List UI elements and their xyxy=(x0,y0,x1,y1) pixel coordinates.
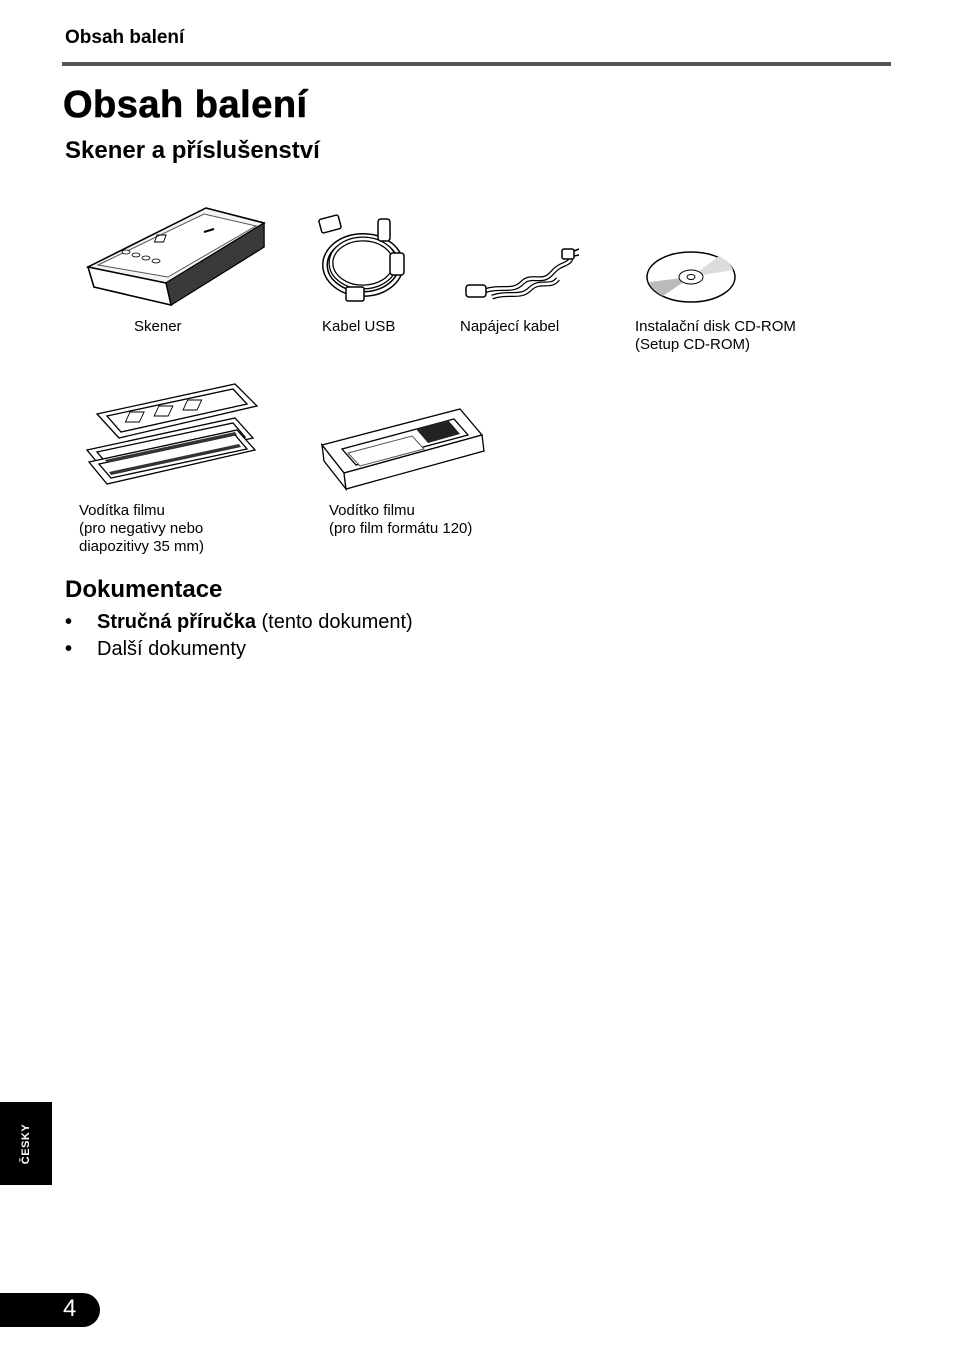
caption-film-guide-120-line2: (pro film formátu 120) xyxy=(329,520,473,537)
doc-item-text: (tento dokument) xyxy=(255,611,413,633)
page-number: 4 xyxy=(63,1295,77,1322)
film-guide-120-icon xyxy=(320,405,486,495)
page-number-tab xyxy=(0,1293,100,1327)
doc-item-text: Další dokumenty xyxy=(97,638,246,660)
doc-list-item xyxy=(65,611,413,634)
caption-scanner: Skener xyxy=(134,318,182,335)
page-title: Obsah balení xyxy=(63,84,308,126)
section-title-documentation: Dokumentace xyxy=(65,576,223,603)
cd-rom-icon xyxy=(645,250,737,304)
film-guide-35mm-icon xyxy=(85,380,265,494)
caption-film-guide-35mm-line1: Vodítka filmu xyxy=(79,502,165,519)
usb-cable-icon xyxy=(318,213,412,305)
scanner-icon xyxy=(86,205,268,309)
caption-film-guide-35mm-line3: diapozitivy 35 mm) xyxy=(79,538,205,555)
bullet-icon: • xyxy=(65,611,73,633)
caption-film-guide-35mm-line2: (pro negativy nebo xyxy=(79,520,204,537)
power-cable-icon xyxy=(462,245,580,303)
doc-item-bold: Stručná příručka xyxy=(97,611,256,633)
doc-list-item xyxy=(65,638,246,661)
caption-film-guide-120-line1: Vodítko filmu xyxy=(329,502,415,519)
header-rule xyxy=(62,62,891,66)
running-header: Obsah balení xyxy=(65,27,185,48)
caption-cd-rom-line2: (Setup CD-ROM) xyxy=(635,336,751,353)
caption-power-cable: Napájecí kabel xyxy=(460,318,560,335)
language-tab xyxy=(0,1102,52,1185)
language-label: ČESKY xyxy=(20,1123,32,1164)
bullet-icon: • xyxy=(65,638,73,660)
caption-usb-cable: Kabel USB xyxy=(322,318,396,335)
section-title-accessories: Skener a příslušenství xyxy=(65,137,320,164)
caption-cd-rom-line1: Instalační disk CD-ROM xyxy=(635,318,796,335)
